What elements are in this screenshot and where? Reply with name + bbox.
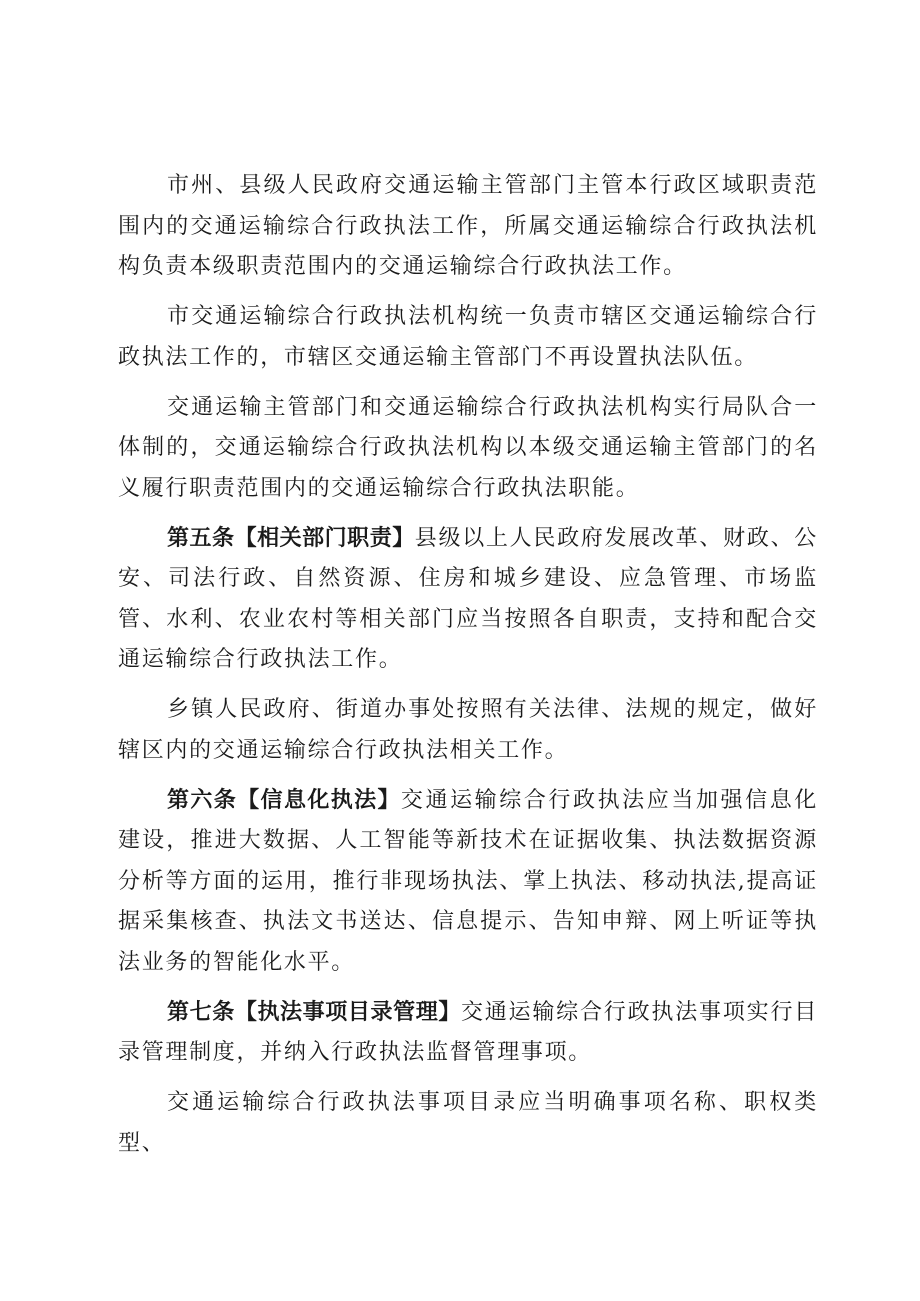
article-heading: 第七条【执法事项目录管理】 [167,999,461,1025]
paragraph-text: 交通运输综合行政执法事项目录应当明确事项名称、职权类型、 [118,1090,818,1156]
paragraph-county-city-responsibility [118,166,818,288]
paragraph-text: 市交通运输综合行政执法机构统一负责市辖区交通运输综合行政执法工作的，市辖区交通运输主管部门不再设置执法队伍。 [118,304,818,370]
article-heading: 第六条【信息化执法】 [167,787,401,813]
paragraph-text: 交通运输综合行政执法应当加强信息化建设，推进大数据、人工智能等新技术在证据收集、执法数据资源分析等方面的运用，推行非现场执法、掌上执法、移动执法,提高证据采集核查、执法文书送达、信息提示、告知申辩、网上听证等执法业务的智能化水平。 [118,787,818,975]
article-5-related-departments [118,519,818,681]
paragraph-text: 县级以上人民政府发展改革、财政、公安、司法行政、自然资源、住房和城乡建设、应急管理、市场监管、水利、农业农村等相关部门应当按照各自职责，支持和配合交通运输综合行政执法工作。 [118,525,818,672]
article-7-catalog-management [118,993,818,1074]
paragraph-township-government [118,690,818,771]
paragraph-bureau-team-integration [118,388,818,510]
paragraph-catalog-contents [118,1083,818,1164]
paragraph-text: 市州、县级人民政府交通运输主管部门主管本行政区域职责范围内的交通运输综合行政执法工作，所属交通运输综合行政执法机构负责本级职责范围内的交通运输综合行政执法工作。 [118,173,818,279]
paragraph-municipal-unified-enforcement [118,297,818,378]
paragraph-text: 交通运输综合行政执法事项实行目录管理制度，并纳入行政执法监督管理事项。 [118,999,818,1065]
article-heading: 第五条【相关部门职责】 [167,525,415,551]
paragraph-text: 乡镇人民政府、街道办事处按照有关法律、法规的规定，做好辖区内的交通运输综合行政执法相关工作。 [118,697,818,763]
document-body [118,166,818,1174]
article-6-digital-enforcement [118,781,818,984]
paragraph-text: 交通运输主管部门和交通运输综合行政执法机构实行局队合一体制的，交通运输综合行政执法机构以本级交通运输主管部门的名义履行职责范围内的交通运输综合行政执法职能。 [118,394,818,501]
